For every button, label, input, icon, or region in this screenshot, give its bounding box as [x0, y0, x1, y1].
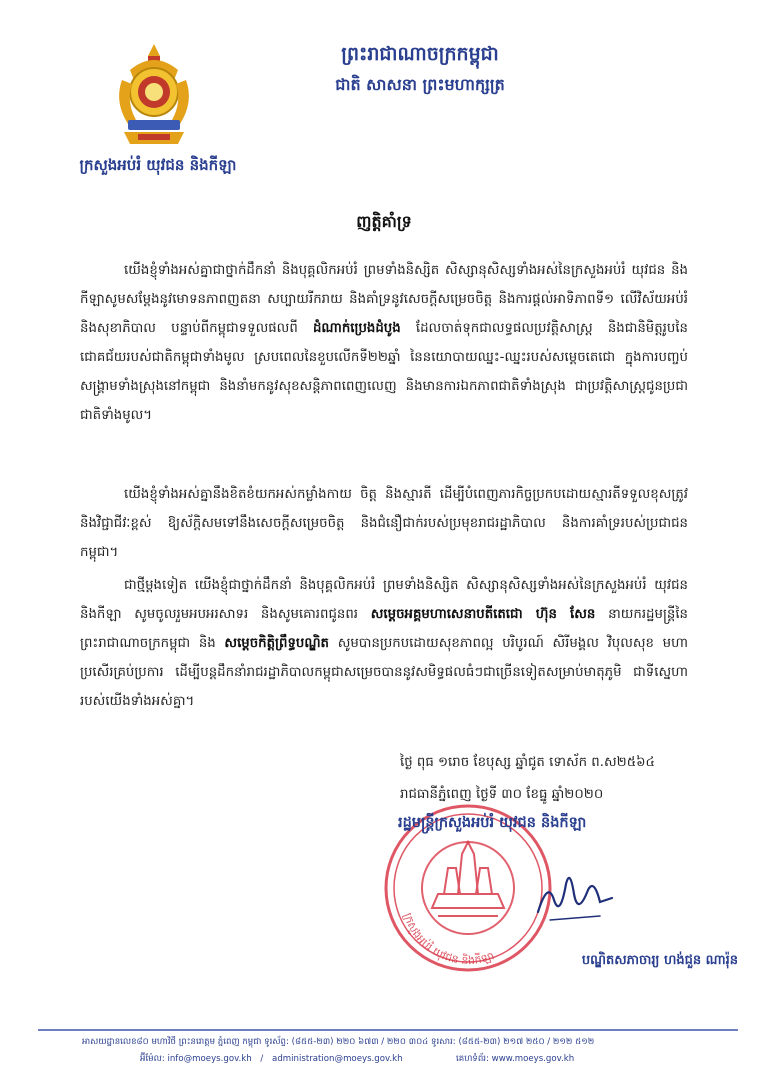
footer-divider	[38, 1029, 738, 1031]
kingdom-heading: ព្រះរាជាណាចក្រកម្ពុជា	[341, 43, 499, 65]
paragraph-3-text-b: នាយករដ្ឋមន្ត្រីនៃព្រះរាជាណាចក្រកម្ពុជា និង	[80, 607, 689, 651]
email-link-administration[interactable]: administration@moeys.gov.kh	[272, 1054, 403, 1064]
footer-address: អាសយដ្ឋានលេខ៨០ មហាវិថី ព្រះនរោត្តម ភ្នំពេញ កម្ពុជា ទូរស័ព្ទ: (៨៥៥-២៣) ២២០ ៦៧៣ / ២២០ ៣០៤ ទូរសារ: (៨៥៥-២៣) ២១៧ ២៥០ / ២១២ ៥១២	[82, 1037, 595, 1047]
handwritten-signature	[530, 860, 620, 930]
signer-title: រដ្ឋមន្ត្រីក្រសួងអប់រំ យុវជន និងកីឡា	[398, 814, 587, 831]
lunar-date: ថ្ងៃ ពុធ ១រោច ខែបុស្ស ឆ្នាំជូត ទោស័ក ព.ស២៥៦៤	[400, 755, 655, 770]
paragraph-3-bold-2: សម្តេចកិត្តិព្រឹទ្ធបណ្ឌិត	[224, 636, 330, 651]
ministry-name: ក្រសួងអប់រំ យុវជន និងកីឡា	[79, 156, 237, 174]
ministry-emblem-logo	[108, 40, 200, 150]
paragraph-1-text-a: យើងខ្ញុំទាំងអស់គ្នាជាថ្នាក់ដឹកនាំ និងបុគ្គលិកអប់រំ ព្រមទាំងនិស្សិត សិស្សានុសិស្សទាំងអស់នៃក្រសួងអប់រំ យុវជន និងកីឡាសូមសម្តែងនូវមោទនភាពញតនា សប្បាយរីករាយ និងគាំទ្រនូវសេចក្តីសម្រេចចិត្ត និងការផ្តល់អាទិភាពទី១ លើវិស័យអប់រំ និងសុខាភិបាល បន្ទាប់ពីកម្ពុជាទទួលផលពី	[80, 263, 688, 336]
paragraph-1-bold: ដំណាក់ប្រេងដំបូង	[312, 321, 401, 336]
paragraph-3-text-a: ជាថ្មីម្តងទៀត យើងខ្ញុំជាថ្នាក់ដឹកនាំ និងបុគ្គលិកអប់រំ ព្រមទាំងនិស្សិត សិស្សានុសិស្សទាំងអស់នៃក្រសួងអប់រំ យុវជន និងកីឡា សូមចូលរួមអបអរសាទរ និងសូមគោរពជូនពរ	[80, 578, 688, 622]
separator: /	[260, 1054, 264, 1064]
email-link-info[interactable]: info@moeys.gov.kh	[167, 1054, 252, 1064]
paragraph-3-bold-1: សម្តេចអគ្គមហាសេនាបតីតេជោ ហ៊ុន សែន	[370, 607, 596, 622]
national-motto: ជាតិ សាសនា ព្រះមហាក្សត្រ	[335, 75, 505, 94]
signer-name: បណ្ឌិតសភាចារ្យ ហង់ជួន ណារ៉ុន	[581, 953, 738, 968]
paragraph-2: យើងខ្ញុំទាំងអស់គ្នានឹងខិតខំយកអស់កម្លាំងកាយ ចិត្ត និងស្មារតី ដើម្បីបំពេញភារកិច្ចប្រកបដោយស្មារតីទទួលខុសត្រូវ និងវិជ្ជាជីវៈខ្ពស់ ឱ្យស័ក្តិសមទៅនឹងសេចក្តីសម្រេចចិត្ត និងជំនឿជាក់របស់ប្រមុខរាជរដ្ឋាភិបាល និងការគាំទ្ររបស់ប្រជាជនកម្ពុជា។	[80, 487, 688, 560]
paragraph-1-text-b: ដែលចាត់ទុកជាលទ្ធផលប្រវត្តិសាស្ត្រ និងជានិមិត្តរូបនៃជោគជ័យរបស់ជាតិកម្ពុជាទាំងមូល ស្របពេលនៃខួបលើកទី២២ឆ្នាំ នៃនយោបាយឈ្នះ-ឈ្នះរបស់សម្តេចតេជោ ក្នុងការបញ្ចប់សង្គ្រាមទាំងស្រុងនៅកម្ពុជា និងនាំមកនូវសុខសន្តិភាពពេញលេញ និងមានការឯកភាពជាតិទាំងស្រុង ជាប្រវត្តិសាស្ត្រជូនប្រជាជាតិទាំងមូល។	[80, 321, 688, 423]
paragraph-3-text-c: សូមបានប្រកបដោយសុខភាពល្អ បរិបូរណ៍ សិរីមង្គល វិបុលសុខ មហាប្រសើរគ្រប់ប្រការ ដើម្បីបន្តដឹកនាំរាជរដ្ឋាភិបាលកម្ពុជាសម្រេចបាននូវសមិទ្ធផលធំៗជាច្រើនទៀតសម្រាប់មាតុភូមិ ជាទីស្នេហារបស់យើងទាំងអស់គ្នា។	[80, 636, 688, 709]
gregorian-date: រាជធានីភ្នំពេញ ថ្ងៃទី ៣០ ខែធ្នូ ឆ្នាំ២០២០	[400, 787, 604, 802]
paragraph-3	[80, 571, 688, 716]
document-title: ញត្តិគាំទ្រ	[356, 212, 412, 231]
seal-inscription: ក្រសួងអប់រំ យុវជន និងកីឡា	[401, 911, 496, 968]
paragraph-1	[80, 256, 688, 430]
website-link[interactable]: www.moeys.gov.kh	[491, 1054, 575, 1064]
footer-contact	[140, 1054, 740, 1066]
website-label: គេហទំព័រ:	[456, 1054, 489, 1064]
email-label: អ៊ីម៉ែល:	[140, 1054, 165, 1064]
